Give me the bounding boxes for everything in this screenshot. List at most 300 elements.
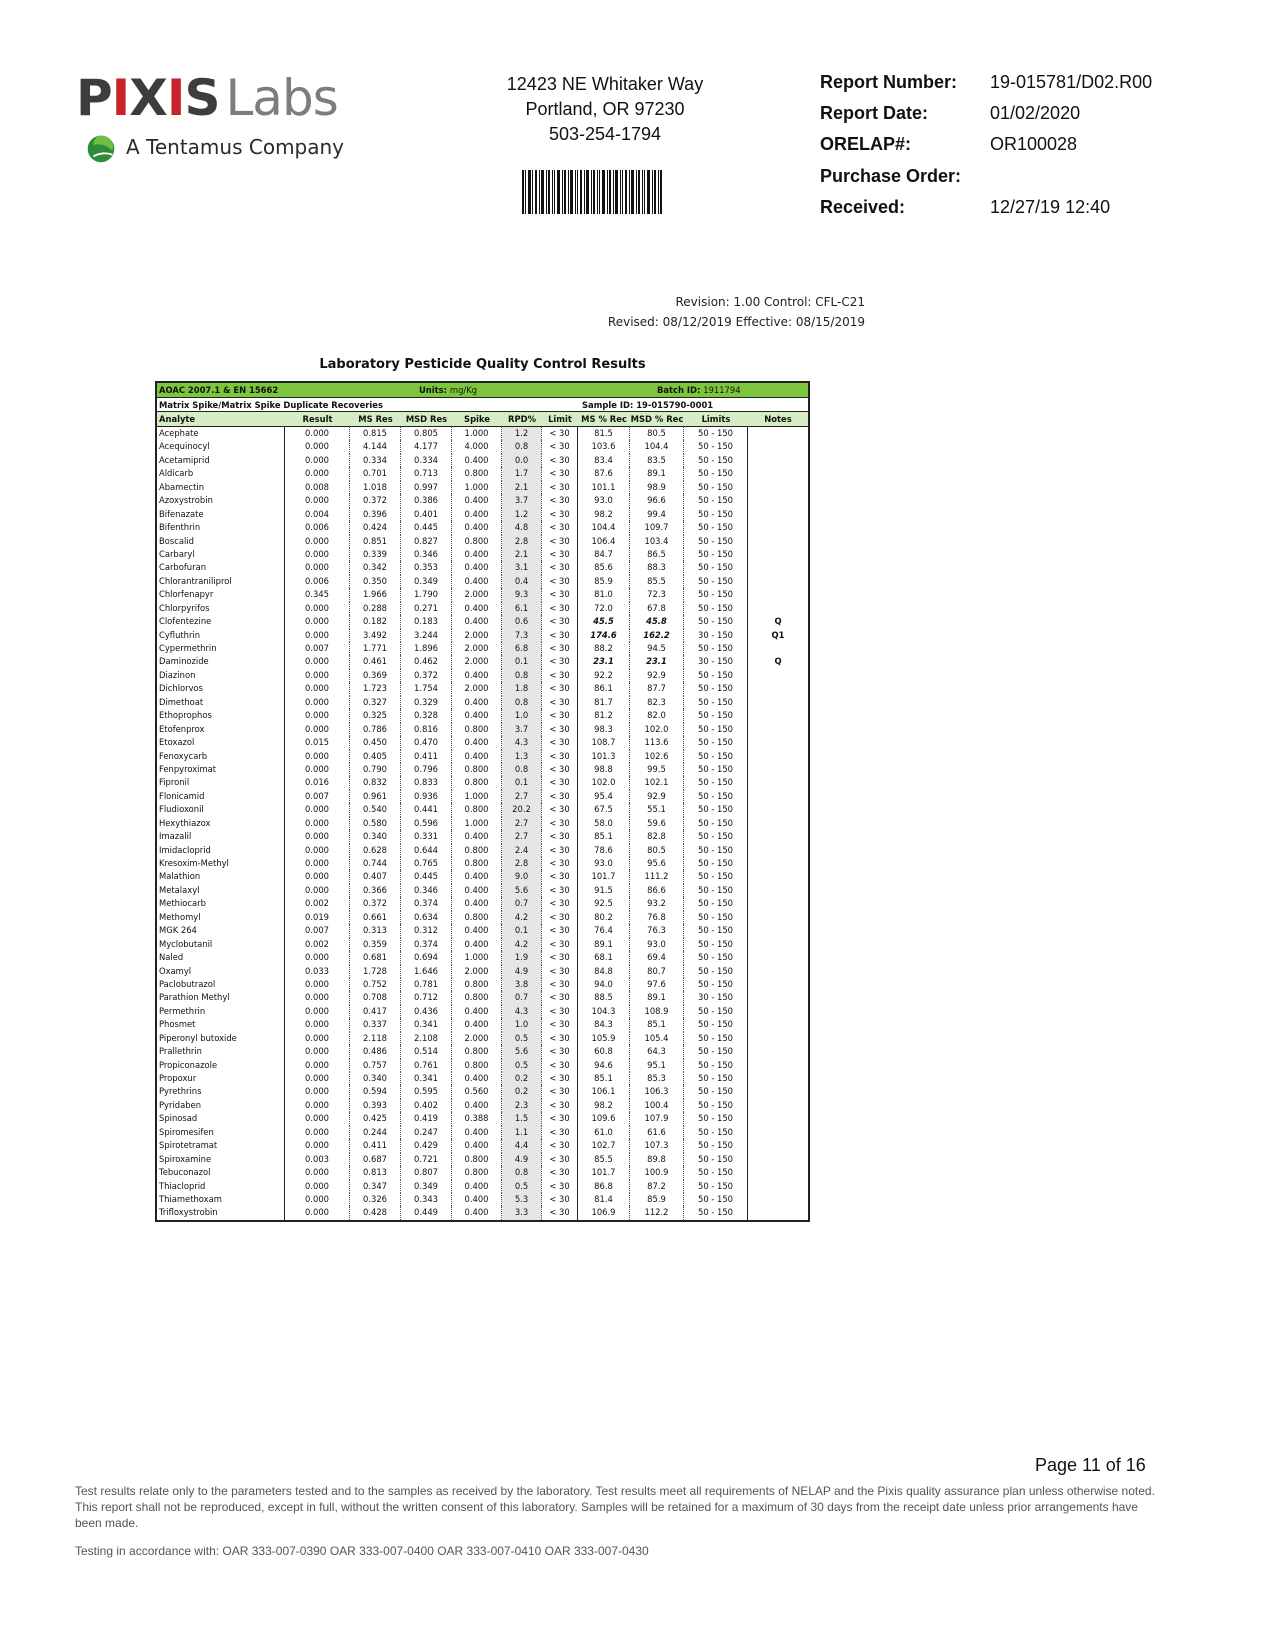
limits-cell: 50 - 150	[684, 454, 748, 467]
analyte-cell: Chlorpyrifos	[157, 602, 285, 615]
limits-cell: 50 - 150	[684, 1206, 748, 1219]
table-subtitle: Matrix Spike/Matrix Spike Duplicate Recoveries	[159, 399, 383, 410]
analyte-cell: Daminozide	[157, 655, 285, 668]
report-date: 01/02/2020	[990, 103, 1081, 123]
result-cell: 0.000	[285, 655, 350, 668]
limit-cell: < 30	[542, 602, 578, 615]
msd-res-cell: 0.312	[401, 924, 452, 937]
msd-rec-cell: 89.1	[630, 991, 684, 1004]
limits-cell: 50 - 150	[684, 938, 748, 951]
result-cell: 0.000	[285, 951, 350, 964]
rpd-cell: 9.3	[502, 588, 542, 601]
analyte-cell: Aldicarb	[157, 467, 285, 480]
limits-cell: 50 - 150	[684, 709, 748, 722]
msd-rec-cell: 108.9	[630, 1005, 684, 1018]
msd-res-cell: 0.462	[401, 655, 452, 668]
ms-rec-cell: 106.1	[578, 1085, 630, 1098]
spike-cell: 0.388	[452, 1112, 502, 1125]
table-row	[157, 991, 808, 1004]
limits-cell: 50 - 150	[684, 924, 748, 937]
spike-cell: 0.800	[452, 1153, 502, 1166]
spike-cell: 0.400	[452, 696, 502, 709]
msd-rec-cell: 92.9	[630, 790, 684, 803]
ms-res-cell: 1.966	[350, 588, 401, 601]
ms-res-cell: 0.744	[350, 857, 401, 870]
spike-cell: 0.800	[452, 776, 502, 789]
limits-cell: 50 - 150	[684, 669, 748, 682]
msd-res-cell: 0.595	[401, 1085, 452, 1098]
limits-cell: 50 - 150	[684, 481, 748, 494]
limits-cell: 50 - 150	[684, 508, 748, 521]
msd-rec-cell: 45.8	[630, 615, 684, 628]
table-row	[157, 642, 808, 655]
limit-cell: < 30	[542, 736, 578, 749]
msd-res-cell: 0.419	[401, 1112, 452, 1125]
ms-res-cell: 1.018	[350, 481, 401, 494]
method-label: AOAC 2007.1 & EN 15662	[159, 385, 279, 395]
notes-cell	[748, 508, 808, 521]
ms-res-cell: 0.337	[350, 1018, 401, 1031]
rpd-cell: 2.7	[502, 817, 542, 830]
msd-rec-cell: 102.6	[630, 750, 684, 763]
msd-res-cell: 1.896	[401, 642, 452, 655]
ms-res-cell: 0.708	[350, 991, 401, 1004]
analyte-cell: Carbaryl	[157, 548, 285, 561]
ms-res-cell: 0.407	[350, 870, 401, 883]
analyte-cell: Propiconazole	[157, 1059, 285, 1072]
ms-rec-cell: 60.8	[578, 1045, 630, 1058]
notes-cell	[748, 844, 808, 857]
table-row	[157, 1126, 808, 1139]
limits-cell: 50 - 150	[684, 1180, 748, 1193]
rpd-cell: 6.1	[502, 602, 542, 615]
result-cell: 0.000	[285, 696, 350, 709]
msd-rec-cell: 105.4	[630, 1032, 684, 1045]
table-row	[157, 817, 808, 830]
spike-cell: 0.400	[452, 669, 502, 682]
table-row	[157, 655, 808, 668]
result-cell: 0.000	[285, 1099, 350, 1112]
msd-res-cell: 0.349	[401, 575, 452, 588]
result-cell: 0.007	[285, 924, 350, 937]
spike-cell: 0.800	[452, 1045, 502, 1058]
notes-cell	[748, 978, 808, 991]
msd-res-cell: 0.833	[401, 776, 452, 789]
limit-cell: < 30	[542, 951, 578, 964]
notes-cell	[748, 1180, 808, 1193]
spike-cell: 0.400	[452, 924, 502, 937]
ms-rec-cell: 102.7	[578, 1139, 630, 1152]
limit-cell: < 30	[542, 817, 578, 830]
table-row	[157, 682, 808, 695]
msd-res-cell: 0.805	[401, 427, 452, 440]
msd-rec-cell: 59.6	[630, 817, 684, 830]
msd-rec-cell: 86.6	[630, 884, 684, 897]
result-cell: 0.000	[285, 709, 350, 722]
ms-res-cell: 0.851	[350, 535, 401, 548]
limit-cell: < 30	[542, 655, 578, 668]
analyte-cell: Boscalid	[157, 535, 285, 548]
table-row	[157, 521, 808, 534]
table-row	[157, 454, 808, 467]
msd-res-cell: 4.177	[401, 440, 452, 453]
table-row	[157, 924, 808, 937]
limit-cell: < 30	[542, 911, 578, 924]
limit-cell: < 30	[542, 978, 578, 991]
limits-cell: 50 - 150	[684, 494, 748, 507]
rpd-cell: 0.2	[502, 1085, 542, 1098]
msd-rec-cell: 64.3	[630, 1045, 684, 1058]
spike-cell: 2.000	[452, 629, 502, 642]
msd-res-cell: 0.334	[401, 454, 452, 467]
limits-cell: 50 - 150	[684, 884, 748, 897]
table-row	[157, 602, 808, 615]
rpd-cell: 0.4	[502, 575, 542, 588]
analyte-cell: Parathion Methyl	[157, 991, 285, 1004]
rpd-cell: 5.6	[502, 884, 542, 897]
table-row	[157, 763, 808, 776]
msd-rec-cell: 87.2	[630, 1180, 684, 1193]
analyte-cell: Carbofuran	[157, 561, 285, 574]
ms-res-cell: 0.405	[350, 750, 401, 763]
limit-cell: < 30	[542, 642, 578, 655]
table-row	[157, 857, 808, 870]
msd-res-cell: 0.721	[401, 1153, 452, 1166]
limits-cell: 50 - 150	[684, 803, 748, 816]
ms-res-cell: 0.425	[350, 1112, 401, 1125]
spike-cell: 0.400	[452, 1193, 502, 1206]
rpd-cell: 2.3	[502, 1099, 542, 1112]
table-row	[157, 467, 808, 480]
table-row	[157, 750, 808, 763]
analyte-cell: Fludioxonil	[157, 803, 285, 816]
ms-res-cell: 0.540	[350, 803, 401, 816]
notes-cell	[748, 521, 808, 534]
msd-rec-cell: 162.2	[630, 629, 684, 642]
analyte-cell: Cyfluthrin	[157, 629, 285, 642]
limits-cell: 50 - 150	[684, 440, 748, 453]
limits-cell: 50 - 150	[684, 1085, 748, 1098]
spike-cell: 0.400	[452, 830, 502, 843]
rpd-cell: 2.1	[502, 481, 542, 494]
ms-rec-cell: 81.4	[578, 1193, 630, 1206]
notes-cell	[748, 588, 808, 601]
analyte-cell: Etofenprox	[157, 723, 285, 736]
limit-cell: < 30	[542, 1045, 578, 1058]
analyte-cell: Acephate	[157, 427, 285, 440]
result-cell: 0.004	[285, 508, 350, 521]
limit-cell: < 30	[542, 1085, 578, 1098]
notes-cell	[748, 467, 808, 480]
result-cell: 0.002	[285, 938, 350, 951]
msd-rec-cell: 112.2	[630, 1206, 684, 1219]
msd-res-cell: 0.713	[401, 467, 452, 480]
result-cell: 0.000	[285, 978, 350, 991]
msd-rec-cell: 82.0	[630, 709, 684, 722]
ms-rec-cell: 58.0	[578, 817, 630, 830]
msd-res-cell: 0.349	[401, 1180, 452, 1193]
msd-rec-cell: 85.5	[630, 575, 684, 588]
spike-cell: 0.400	[452, 454, 502, 467]
result-cell: 0.000	[285, 1059, 350, 1072]
spike-cell: 2.000	[452, 588, 502, 601]
ms-rec-cell: 108.7	[578, 736, 630, 749]
rpd-cell: 7.3	[502, 629, 542, 642]
rpd-cell: 2.4	[502, 844, 542, 857]
result-cell: 0.000	[285, 991, 350, 1004]
spike-cell: 0.800	[452, 723, 502, 736]
limits-cell: 50 - 150	[684, 535, 748, 548]
notes-cell	[748, 642, 808, 655]
table-row	[157, 588, 808, 601]
analyte-cell: Prallethrin	[157, 1045, 285, 1058]
limit-cell: < 30	[542, 884, 578, 897]
table-row	[157, 481, 808, 494]
limits-cell: 50 - 150	[684, 897, 748, 910]
notes-cell	[748, 1085, 808, 1098]
ms-res-cell: 0.334	[350, 454, 401, 467]
analyte-cell: Fipronil	[157, 776, 285, 789]
spike-cell: 0.400	[452, 1139, 502, 1152]
ms-res-cell: 0.815	[350, 427, 401, 440]
notes-cell	[748, 602, 808, 615]
report-date-row: Report Date: 01/02/2020	[820, 103, 1081, 123]
limit-cell: < 30	[542, 1005, 578, 1018]
msd-rec-cell: 95.1	[630, 1059, 684, 1072]
rpd-cell: 3.3	[502, 1206, 542, 1219]
ms-rec-cell: 61.0	[578, 1126, 630, 1139]
msd-rec-cell: 88.3	[630, 561, 684, 574]
result-cell: 0.000	[285, 1139, 350, 1152]
result-cell: 0.000	[285, 870, 350, 883]
notes-cell	[748, 911, 808, 924]
ms-res-cell: 0.411	[350, 1139, 401, 1152]
table-row	[157, 736, 808, 749]
ms-res-cell: 0.288	[350, 602, 401, 615]
msd-res-cell: 3.244	[401, 629, 452, 642]
analyte-cell: Tebuconazol	[157, 1166, 285, 1179]
table-row	[157, 897, 808, 910]
ms-res-cell: 0.450	[350, 736, 401, 749]
limit-cell: < 30	[542, 924, 578, 937]
revision-info	[560, 292, 865, 332]
analyte-cell: Flonicamid	[157, 790, 285, 803]
msd-rec-cell: 85.1	[630, 1018, 684, 1031]
revision-control: Revision: 1.00 Control: CFL-C21	[675, 295, 865, 309]
ms-rec-cell: 85.5	[578, 1153, 630, 1166]
ms-rec-cell: 104.4	[578, 521, 630, 534]
table-row	[157, 535, 808, 548]
result-cell: 0.000	[285, 1085, 350, 1098]
ms-res-cell: 0.326	[350, 1193, 401, 1206]
rpd-cell: 4.2	[502, 911, 542, 924]
analyte-cell: Permethrin	[157, 1005, 285, 1018]
result-cell: 0.000	[285, 1206, 350, 1219]
limit-cell: < 30	[542, 709, 578, 722]
msd-rec-cell: 85.3	[630, 1072, 684, 1085]
purchase-order-row: Purchase Order:	[820, 166, 962, 186]
analyte-cell: Dichlorvos	[157, 682, 285, 695]
ms-res-cell: 0.313	[350, 924, 401, 937]
ms-res-cell: 0.369	[350, 669, 401, 682]
ms-rec-cell: 81.2	[578, 709, 630, 722]
notes-cell	[748, 481, 808, 494]
table-row	[157, 790, 808, 803]
limits-cell: 30 - 150	[684, 629, 748, 642]
ms-rec-cell: 102.0	[578, 776, 630, 789]
limit-cell: < 30	[542, 763, 578, 776]
notes-cell	[748, 682, 808, 695]
msd-res-cell: 0.445	[401, 870, 452, 883]
spike-cell: 0.400	[452, 521, 502, 534]
limit-cell: < 30	[542, 1032, 578, 1045]
msd-res-cell: 1.790	[401, 588, 452, 601]
spike-cell: 0.400	[452, 1180, 502, 1193]
notes-cell: Q1	[771, 629, 785, 640]
ms-rec-cell: 80.2	[578, 911, 630, 924]
ms-res-cell: 0.701	[350, 467, 401, 480]
msd-res-cell: 0.247	[401, 1126, 452, 1139]
batch-label: Batch ID: 1911794	[657, 385, 741, 395]
msd-res-cell: 0.796	[401, 763, 452, 776]
ms-rec-cell: 101.7	[578, 1166, 630, 1179]
limit-cell: < 30	[542, 870, 578, 883]
table-row	[157, 951, 808, 964]
table-row	[157, 1085, 808, 1098]
msd-res-cell: 0.331	[401, 830, 452, 843]
msd-rec-cell: 99.4	[630, 508, 684, 521]
limits-cell: 50 - 150	[684, 790, 748, 803]
msd-res-cell: 0.514	[401, 1045, 452, 1058]
table-row	[157, 575, 808, 588]
spike-cell: 0.800	[452, 857, 502, 870]
address-phone: 503-254-1794	[548, 124, 662, 144]
spike-cell: 0.800	[452, 467, 502, 480]
notes-cell	[748, 1032, 808, 1045]
leaf-icon	[82, 128, 120, 166]
column-header: RPD%	[508, 414, 536, 424]
limits-cell: 50 - 150	[684, 615, 748, 628]
msd-rec-cell: 85.9	[630, 1193, 684, 1206]
notes-cell	[748, 924, 808, 937]
notes-cell	[748, 1206, 808, 1219]
msd-res-cell: 1.754	[401, 682, 452, 695]
report-number-row: Report Number: 19-015781/D02.R00	[820, 72, 1153, 92]
ms-rec-cell: 87.6	[578, 467, 630, 480]
msd-rec-cell: 67.8	[630, 602, 684, 615]
msd-res-cell: 0.936	[401, 790, 452, 803]
rpd-cell: 2.8	[502, 535, 542, 548]
limit-cell: < 30	[542, 615, 578, 628]
limit-cell: < 30	[542, 521, 578, 534]
method-band	[157, 383, 808, 398]
msd-res-cell: 0.827	[401, 535, 452, 548]
analyte-cell: Ethoprophos	[157, 709, 285, 722]
analyte-cell: Metalaxyl	[157, 884, 285, 897]
result-cell: 0.000	[285, 857, 350, 870]
limits-cell: 50 - 150	[684, 588, 748, 601]
ms-res-cell: 0.628	[350, 844, 401, 857]
ms-res-cell: 0.961	[350, 790, 401, 803]
rpd-cell: 4.9	[502, 1153, 542, 1166]
notes-cell	[748, 897, 808, 910]
ms-res-cell: 2.118	[350, 1032, 401, 1045]
notes-cell	[748, 494, 808, 507]
table-row	[157, 1153, 808, 1166]
limit-cell: < 30	[542, 467, 578, 480]
notes-cell	[748, 1072, 808, 1085]
spike-cell: 0.800	[452, 991, 502, 1004]
ms-rec-cell: 98.8	[578, 763, 630, 776]
ms-rec-cell: 104.3	[578, 1005, 630, 1018]
analyte-cell: Dimethoat	[157, 696, 285, 709]
analyte-cell: Oxamyl	[157, 965, 285, 978]
result-cell: 0.000	[285, 763, 350, 776]
limit-cell: < 30	[542, 844, 578, 857]
orelap-row: ORELAP#: OR100028	[820, 134, 1078, 154]
spike-cell: 0.560	[452, 1085, 502, 1098]
msd-rec-cell: 113.6	[630, 736, 684, 749]
msd-res-cell: 0.329	[401, 696, 452, 709]
table-row	[157, 440, 808, 453]
rpd-cell: 1.2	[502, 508, 542, 521]
msd-res-cell: 0.343	[401, 1193, 452, 1206]
msd-res-cell: 0.997	[401, 481, 452, 494]
analyte-cell: Spiroxamine	[157, 1153, 285, 1166]
limits-cell: 50 - 150	[684, 1112, 748, 1125]
msd-rec-cell: 86.5	[630, 548, 684, 561]
column-header: MSD % Rec	[630, 414, 684, 424]
rpd-cell: 3.7	[502, 723, 542, 736]
limit-cell: < 30	[542, 790, 578, 803]
spike-cell: 0.400	[452, 750, 502, 763]
table-row	[157, 723, 808, 736]
spike-cell: 2.000	[452, 655, 502, 668]
limits-cell: 30 - 150	[684, 991, 748, 1004]
limit-cell: < 30	[542, 481, 578, 494]
ms-res-cell: 0.594	[350, 1085, 401, 1098]
result-cell: 0.016	[285, 776, 350, 789]
rpd-cell: 20.2	[502, 803, 542, 816]
spike-cell: 0.400	[452, 736, 502, 749]
spike-cell: 2.000	[452, 965, 502, 978]
notes-cell	[748, 535, 808, 548]
barcode	[522, 170, 662, 214]
result-cell: 0.003	[285, 1153, 350, 1166]
table-row	[157, 776, 808, 789]
limit-cell: < 30	[542, 669, 578, 682]
msd-rec-cell: 61.6	[630, 1126, 684, 1139]
column-header: Spike	[464, 414, 490, 424]
qc-results-table	[155, 381, 810, 1222]
msd-rec-cell: 104.4	[630, 440, 684, 453]
limit-cell: < 30	[542, 1139, 578, 1152]
rpd-cell: 0.6	[502, 615, 542, 628]
limit-cell: < 30	[542, 508, 578, 521]
ms-res-cell: 0.757	[350, 1059, 401, 1072]
msd-rec-cell: 111.2	[630, 870, 684, 883]
rpd-cell: 0.8	[502, 669, 542, 682]
result-cell: 0.000	[285, 494, 350, 507]
msd-res-cell: 0.341	[401, 1018, 452, 1031]
limits-cell: 50 - 150	[684, 602, 748, 615]
ms-res-cell: 3.492	[350, 629, 401, 642]
limit-cell: < 30	[542, 696, 578, 709]
ms-rec-cell: 93.0	[578, 494, 630, 507]
result-cell: 0.000	[285, 844, 350, 857]
table-row	[157, 1099, 808, 1112]
table-row	[157, 709, 808, 722]
